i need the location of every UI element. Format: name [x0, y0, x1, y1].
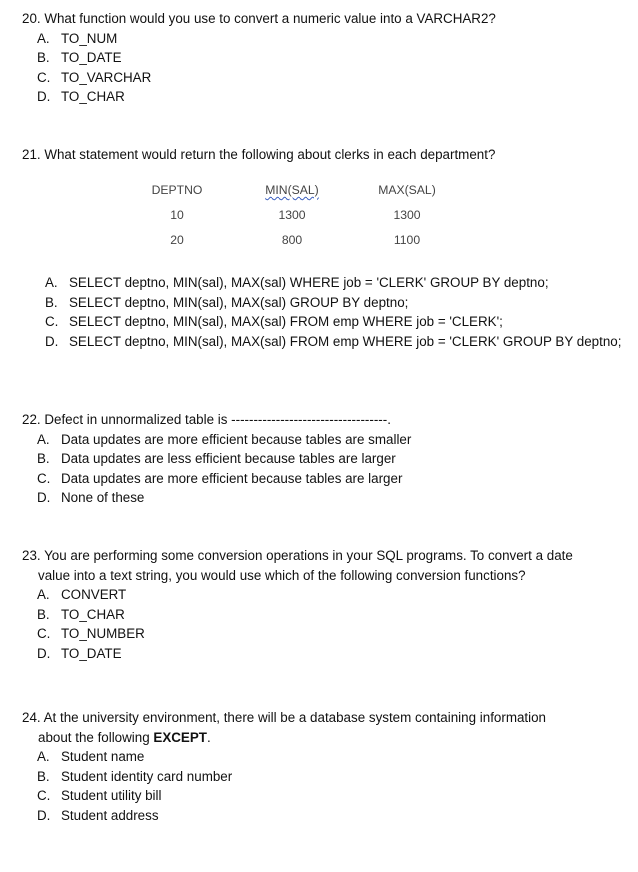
option-b: B. Data updates are less efficient because tables are larger [37, 451, 396, 466]
option-a: A. SELECT deptno, MIN(sal), MAX(sal) WHERE job = 'CLERK' GROUP BY deptno; [45, 275, 549, 290]
question-stem: 24. At the university environment, there will be a database system containing information [22, 710, 547, 725]
table-cell: 20 [170, 232, 184, 247]
options-list [22, 29, 622, 107]
option-c: C. Data updates are more efficient because tables are larger [37, 470, 403, 486]
table-cell: 1300 [278, 207, 306, 222]
table-cell: 1300 [393, 207, 421, 222]
option-a: A. TO_NUM [37, 30, 118, 46]
question-24 [22, 708, 622, 825]
option-a: A. CONVERT [37, 587, 127, 602]
table-cell: 10 [170, 207, 184, 222]
question-23 [22, 546, 622, 663]
options-list [22, 430, 622, 508]
column-header: MIN(SAL) [265, 182, 319, 197]
option-c: C. SELECT deptno, MIN(sal), MAX(sal) FROM emp WHERE job = 'CLERK'; [45, 314, 503, 329]
option-b: B. SELECT deptno, MIN(sal), MAX(sal) GROUP BY deptno; [45, 294, 409, 310]
question-stem-continued: value into a text string, you would use which of the following conversion functions? [38, 567, 526, 583]
options-list [30, 273, 624, 351]
column-header: DEPTNO [151, 182, 203, 197]
option-a: A. Student name [37, 749, 145, 764]
option-c: C. Student utility bill [37, 788, 162, 803]
option-d: D. Student address [37, 807, 159, 823]
question-21-options [30, 273, 624, 351]
emphasis-except: EXCEPT [153, 729, 207, 745]
question-stem: 22. Defect in unnormalized table is -----------------------------------. [22, 412, 391, 427]
result-table [132, 178, 452, 253]
option-a: A. Data updates are more efficient because tables are smaller [37, 431, 412, 447]
option-c: C. TO_NUMBER [37, 626, 145, 641]
question-22 [22, 410, 622, 508]
option-c: C. TO_VARCHAR [37, 69, 152, 85]
option-b: B. TO_CHAR [37, 606, 125, 622]
question-stem: 21. What statement would return the following about clerks in each department? [22, 147, 496, 162]
column-header: MAX(SAL) [378, 182, 436, 197]
options-list [22, 747, 622, 825]
option-b: B. TO_DATE [37, 50, 122, 65]
table-row [132, 203, 452, 228]
question-stem: 20. What function would you use to convert a numeric value into a VARCHAR2? [22, 11, 496, 26]
table-cell: 1100 [393, 232, 421, 247]
option-b: B. Student identity card number [37, 768, 233, 784]
question-21 [22, 145, 622, 165]
question-stem: 23. You are performing some conversion operations in your SQL programs. To convert a date [22, 548, 573, 563]
question-20 [22, 9, 622, 107]
option-d: D. TO_CHAR [37, 89, 125, 104]
option-d: D. None of these [37, 490, 145, 505]
table-header-row [132, 178, 452, 203]
question-stem-continued: about the following EXCEPT. [38, 729, 211, 745]
options-list [22, 585, 622, 663]
table-cell: 800 [281, 232, 303, 247]
table-row [132, 228, 452, 253]
option-d: D. TO_DATE [37, 645, 122, 661]
option-d: D. SELECT deptno, MIN(sal), MAX(sal) FROM emp WHERE job = 'CLERK' GROUP BY deptno; [45, 333, 622, 349]
